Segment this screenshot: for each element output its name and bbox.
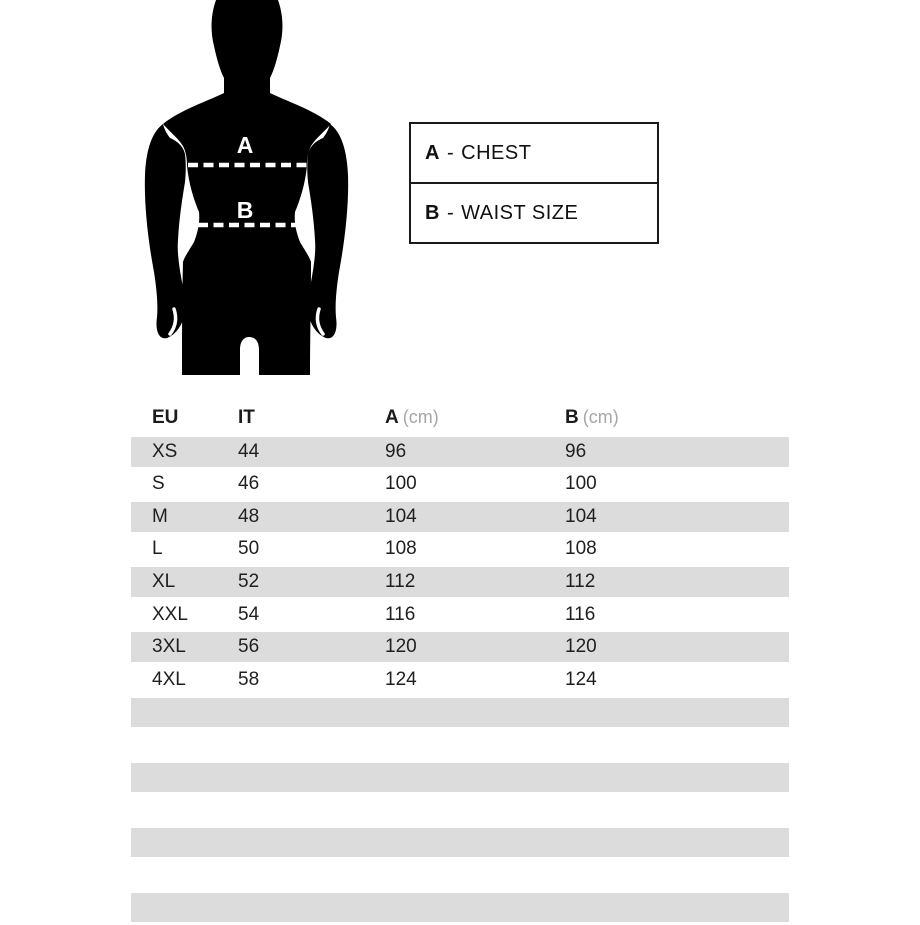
table-cell: XS xyxy=(152,440,178,462)
table-cell: S xyxy=(152,473,165,495)
table-cell: 44 xyxy=(238,440,260,462)
table-cell: XXL xyxy=(152,603,188,625)
column-unit: (cm) xyxy=(582,407,619,427)
left-arm-silhouette xyxy=(145,124,186,338)
table-row xyxy=(131,535,789,568)
waist-label: B xyxy=(236,197,254,223)
table-cell: 54 xyxy=(238,603,260,625)
legend-row-chest xyxy=(409,122,659,184)
table-cell: 96 xyxy=(385,440,407,462)
table-cell: 116 xyxy=(565,603,596,625)
empty-row xyxy=(131,893,789,925)
table-row xyxy=(131,665,789,698)
table-row xyxy=(131,470,789,503)
table-cell: 100 xyxy=(565,473,597,495)
column-header-it xyxy=(238,407,385,429)
table-cell: 108 xyxy=(385,538,417,560)
table-cell: 50 xyxy=(238,538,260,560)
table-cell: M xyxy=(152,505,168,527)
table-cell: 46 xyxy=(238,473,260,495)
table-cell: 108 xyxy=(565,538,597,560)
table-cell: 58 xyxy=(238,668,260,690)
table-cell: 120 xyxy=(565,636,597,658)
table-cell: 3XL xyxy=(152,636,186,658)
table-cell: 52 xyxy=(238,571,260,593)
column-label: B xyxy=(565,407,579,428)
legend-separator: - xyxy=(446,141,455,164)
empty-row xyxy=(131,795,789,828)
table-body xyxy=(131,437,789,925)
table-cell: 96 xyxy=(565,440,587,462)
table-cell: 56 xyxy=(238,636,260,658)
torso-silhouette xyxy=(163,0,331,375)
table-cell: 112 xyxy=(565,571,596,593)
empty-row xyxy=(131,860,789,893)
legend-key: B xyxy=(425,201,440,224)
legend-row-waist xyxy=(409,182,659,244)
table-cell: 112 xyxy=(385,571,416,593)
size-table xyxy=(131,399,789,925)
table-cell: 120 xyxy=(385,636,417,658)
table-cell: 104 xyxy=(385,505,417,527)
column-header-a-cm xyxy=(385,407,565,429)
table-cell: L xyxy=(152,538,163,560)
column-label: A xyxy=(385,407,399,428)
chest-label: A xyxy=(236,132,254,158)
table-cell: 124 xyxy=(565,668,597,690)
table-cell: XL xyxy=(152,571,176,593)
empty-row xyxy=(131,763,789,796)
table-header-row xyxy=(131,399,789,437)
table-row xyxy=(131,502,789,535)
table-row xyxy=(131,567,789,600)
legend-key: A xyxy=(425,141,440,164)
table-cell: 4XL xyxy=(152,668,186,690)
table-cell: 116 xyxy=(385,603,416,625)
column-header-eu xyxy=(152,407,238,429)
table-row xyxy=(131,600,789,633)
empty-row xyxy=(131,698,789,731)
empty-row xyxy=(131,828,789,861)
table-row xyxy=(131,632,789,665)
legend-separator: - xyxy=(446,201,455,224)
table-cell: 124 xyxy=(385,668,417,690)
table-cell: 48 xyxy=(238,505,260,527)
legend-label: WAIST SIZE xyxy=(461,201,579,224)
table-cell: 100 xyxy=(385,473,417,495)
table-cell: 104 xyxy=(565,505,597,527)
column-label: EU xyxy=(152,407,179,428)
table-row xyxy=(131,437,789,470)
measurement-legend xyxy=(409,122,659,244)
legend-label: CHEST xyxy=(461,141,532,164)
column-label: IT xyxy=(238,407,255,428)
column-unit: (cm) xyxy=(402,407,439,427)
right-arm-silhouette xyxy=(307,124,348,338)
column-header-b-cm xyxy=(565,407,789,429)
empty-row xyxy=(131,730,789,763)
